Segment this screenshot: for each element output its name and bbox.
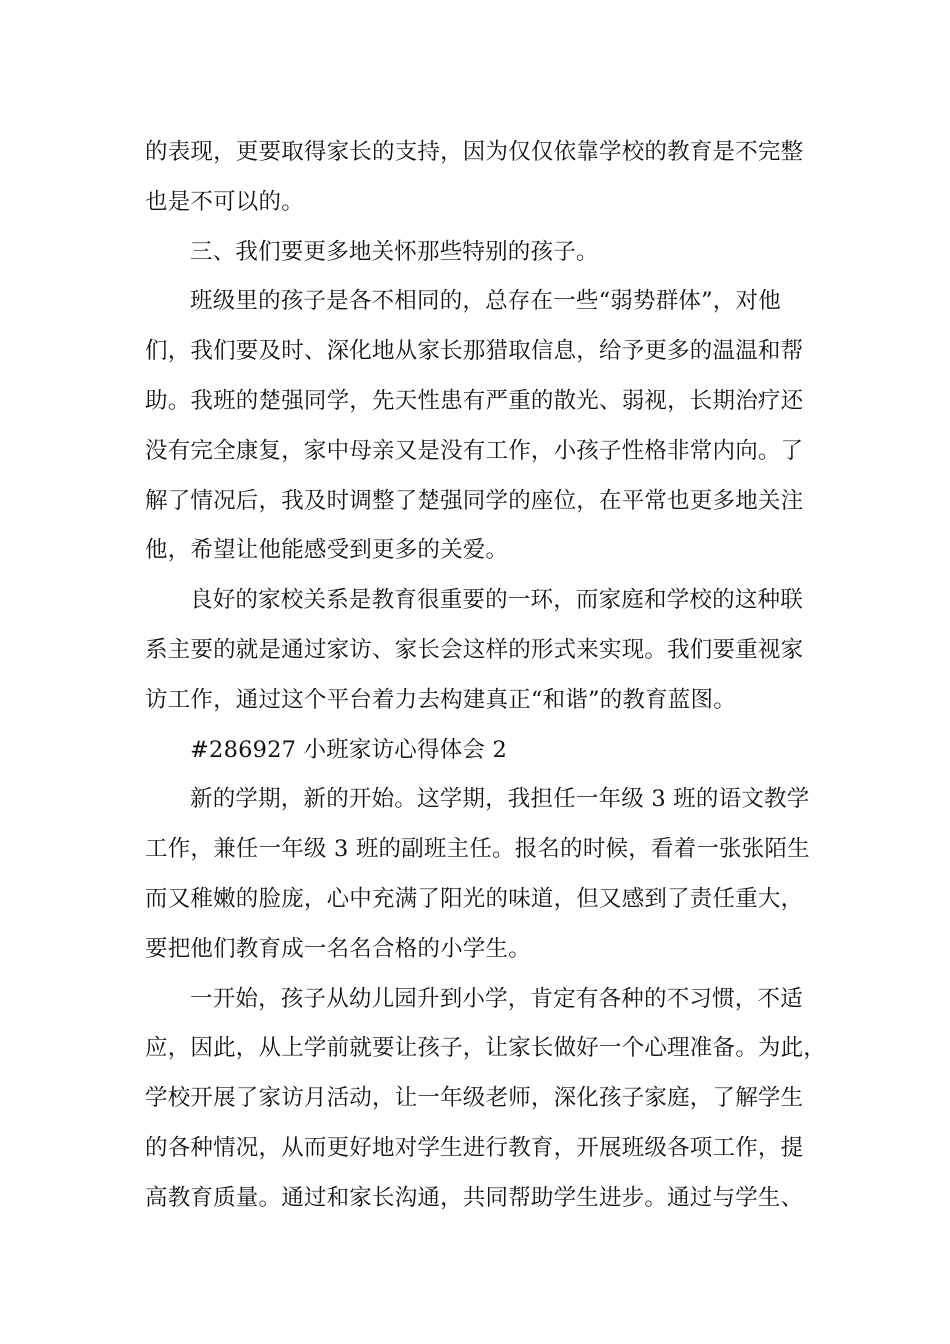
text-line: 没有完全康复，家中母亲又是没有工作，小孩子性格非常内向。了 [145,437,804,464]
text-line: 系主要的就是通过家访、家长会这样的形式来实现。我们要重视家 [145,636,804,663]
text-line: 新的学期，新的开始。这学期，我担任一年级 3 班的语文教学 [190,786,810,813]
section-heading: 三、我们要更多地关怀那些特别的孩子。 [190,238,599,265]
text-line: 访工作，通过这个平台着力去构建真正“和谐”的教育蓝图。 [145,686,736,713]
text-line: 一开始，孩子从幼儿园升到小学，肯定有各种的不习惯，不适 [190,985,803,1012]
document-body [145,128,827,1224]
text-line: 解了情况后，我及时调整了楚强同学的座位，在平常也更多地关注 [145,487,804,514]
text-line: 良好的家校关系是教育很重要的一环，而家庭和学校的这种联 [190,587,803,614]
text-line: 的表现，更要取得家长的支持，因为仅仅依靠学校的教育是不完整 [145,139,804,165]
text-line: 而又稚嫩的脸庞，心中充满了阳光的味道，但又感到了责任重大， [145,885,804,912]
text-line: 工作，兼任一年级 3 班的副班主任。报名的时候，看着一张张陌生 [145,836,810,863]
text-line: 高教育质量。通过和家长沟通，共同帮助学生进步。通过与学生、 [145,1184,804,1211]
text-line: 也是不可以的。 [145,188,304,215]
text-line: 他，希望让他能感受到更多的关爱。 [145,537,509,564]
text-line: 助。我班的楚强同学，先天性患有严重的散光、弱视，长期治疗还 [145,387,804,414]
article-title: #286927 小班家访心得体会 2 [190,736,507,763]
text-line: 们，我们要及时、深化地从家长那猎取信息，给予更多的温温和帮 [145,338,804,365]
text-line: 的各种情况，从而更好地对学生进行教育，开展班级各项工作，提 [145,1134,804,1161]
text-line: 应，因此，从上学前就要让孩子，让家长做好一个心理准备。为此， [145,1035,827,1062]
text-line: 要把他们教育成一名名合格的小学生。 [145,935,531,962]
text-line: 班级里的孩子是各不相同的，总存在一些“弱势群体”，对他 [190,288,781,315]
text-line: 学校开展了家访月活动，让一年级老师，深化孩子家庭，了解学生 [145,1085,804,1112]
